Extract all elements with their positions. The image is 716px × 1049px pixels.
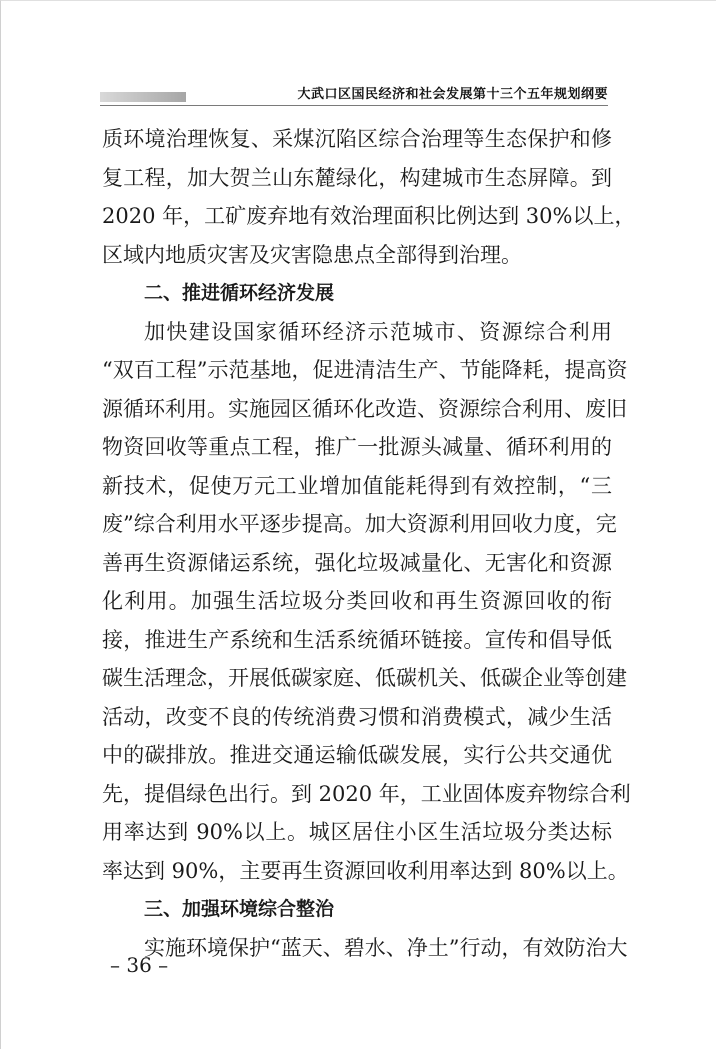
text-line: 用率达到 90%以上。城区居住小区生活垃圾分类达标 bbox=[102, 820, 612, 844]
text-line: 率达到 90%，主要再生资源回收利用率达到 80%以上。 bbox=[102, 858, 629, 883]
running-header bbox=[100, 86, 608, 104]
text-line: “双百工程”示范基地，促进清洁生产、节能降耗，提高资 bbox=[102, 358, 628, 382]
text-line: 实施环境保护“蓝天、碧水、净土”行动，有效防治大 bbox=[144, 935, 628, 960]
text-line: 区域内地质灾害及灾害隐患点全部得到治理。 bbox=[102, 242, 522, 267]
text-line: 活动，改变不良的传统消费习惯和消费模式，减少生活 bbox=[102, 704, 612, 729]
text-line: 先，提倡绿色出行。到 2020 年，工业固体废弃物综合利 bbox=[102, 781, 631, 806]
body-content bbox=[102, 120, 636, 967]
header-rule bbox=[100, 105, 608, 106]
paragraph bbox=[102, 120, 636, 274]
paragraph bbox=[102, 313, 631, 891]
header-decor-bar bbox=[100, 92, 186, 102]
text-line: 加快建设国家循环经济示范城市、资源综合利用 bbox=[144, 319, 612, 344]
text-line: 接，推进生产系统和生活系统循环链接。宣传和倡导低 bbox=[102, 627, 612, 652]
text-line: 新技术，促使万元工业增加值能耗得到有效控制，“三 bbox=[102, 473, 612, 498]
text-line: 物资回收等重点工程，推广一批源头减量、循环利用的 bbox=[102, 435, 612, 459]
section-heading: 三、加强环境综合整治 bbox=[144, 898, 335, 920]
section-heading: 二、推进循环经济发展 bbox=[144, 282, 335, 304]
text-line: 源循环利用。实施园区循环化改造、资源综合利用、废旧 bbox=[102, 396, 627, 421]
text-line: 善再生资源储运系统，强化垃圾减量化、无害化和资源 bbox=[102, 550, 612, 575]
page-number: – 36 – bbox=[110, 953, 169, 977]
text-line: 2020 年，工矿废弃地有效治理面积比例达到 30%以上， bbox=[102, 204, 636, 228]
text-line: 化利用。加强生活垃圾分类回收和再生资源回收的衔 bbox=[102, 589, 612, 613]
text-line: 复工程，加大贺兰山东麓绿化，构建城市生态屏障。到 bbox=[102, 165, 612, 190]
text-line: 碳生活理念，开展低碳家庭、低碳机关、低碳企业等创建 bbox=[102, 666, 627, 690]
text-line: 质环境治理恢复、采煤沉陷区综合治理等生态保护和修 bbox=[102, 127, 612, 151]
header-title: 大武口区国民经济和社会发展第十三个五年规划纲要 bbox=[297, 87, 608, 102]
text-line: 中的碳排放。推进交通运输低碳发展，实行公共交通优 bbox=[102, 743, 612, 767]
text-line: 废”综合利用水平逐步提高。加大资源利用回收力度，完 bbox=[102, 512, 617, 536]
paragraph bbox=[102, 929, 628, 968]
